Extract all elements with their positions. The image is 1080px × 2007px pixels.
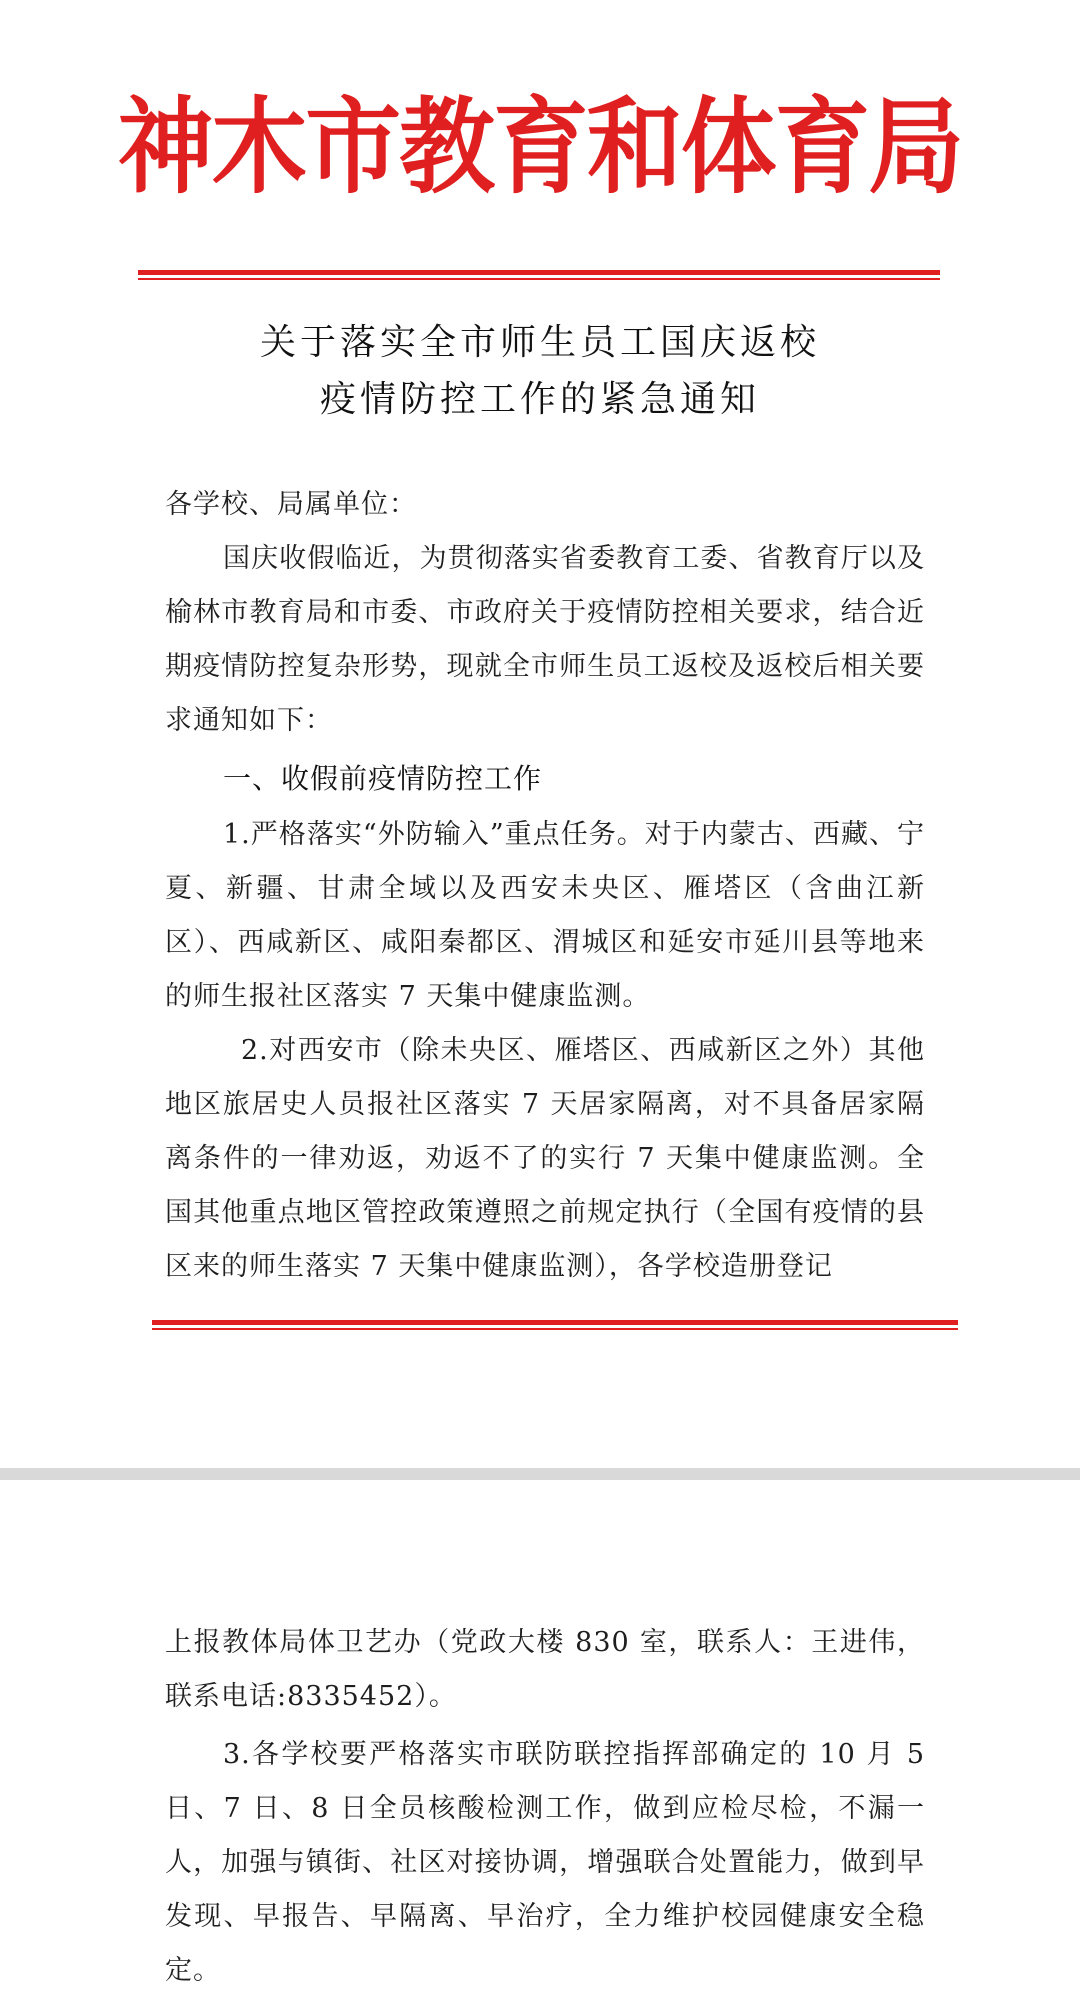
salutation: 各学校、局属单位：: [165, 489, 417, 520]
page-separator: [0, 1468, 1080, 1480]
page-2-continuation: 上报教体局体卫艺办（党政大楼 830 室，联系人：王进伟，联系电话:8335452）。: [165, 1627, 925, 1712]
item-2-paragraph: 2.对西安市（除未央区、雁塔区、西咸新区之外）其他地区旅居史人员报社区落实 7 天居家隔离，对不具备居家隔离条件的一律劝返，劝返不了的实行 7 天集中健康监测。全国其他重点地区管控政策遵照之前规定执行（全国有疫情的县区来的师生落实 7 天集中健康监测），各学校造册登记: [165, 1035, 925, 1282]
item-1-paragraph: 1.严格落实“外防输入”重点任务。对于内蒙古、西藏、宁夏、新疆、甘肃全域以及西安未央区、雁塔区（含曲江新区）、西咸新区、咸阳秦都区、渭城区和延安市延川县等地来的师生报社区落实 7 天集中健康监测。: [165, 819, 925, 1012]
document-title-line-2: 疫情防控工作的紧急通知: [319, 379, 760, 420]
item-3-paragraph: 3.各学校要严格落实市联防联控指挥部确定的 10 月 5 日、7 日、8 日全员核酸检测工作，做到应检尽检，不漏一人，加强与镇街、社区对接协调，增强联合处置能力，做到早发现、早报告、早隔离、早治疗，全力维护校园健康安全稳定。: [165, 1739, 925, 1986]
intro-paragraph: 国庆收假临近，为贯彻落实省委教育工委、省教育厅以及榆林市教育局和市委、市政府关于疫情防控相关要求，结合近期疫情防控复杂形势，现就全市师生员工返校及返校后相关要求通知如下：: [165, 543, 925, 736]
red-header-rule: [138, 270, 940, 280]
red-footer-rule: [152, 1320, 958, 1330]
section-1-heading: 一、收假前疫情防控工作: [223, 762, 543, 795]
document-title-line-1: 关于落实全市师生员工国庆返校: [259, 322, 820, 363]
issuing-authority-header: 神木市教育和体育局: [117, 86, 963, 208]
